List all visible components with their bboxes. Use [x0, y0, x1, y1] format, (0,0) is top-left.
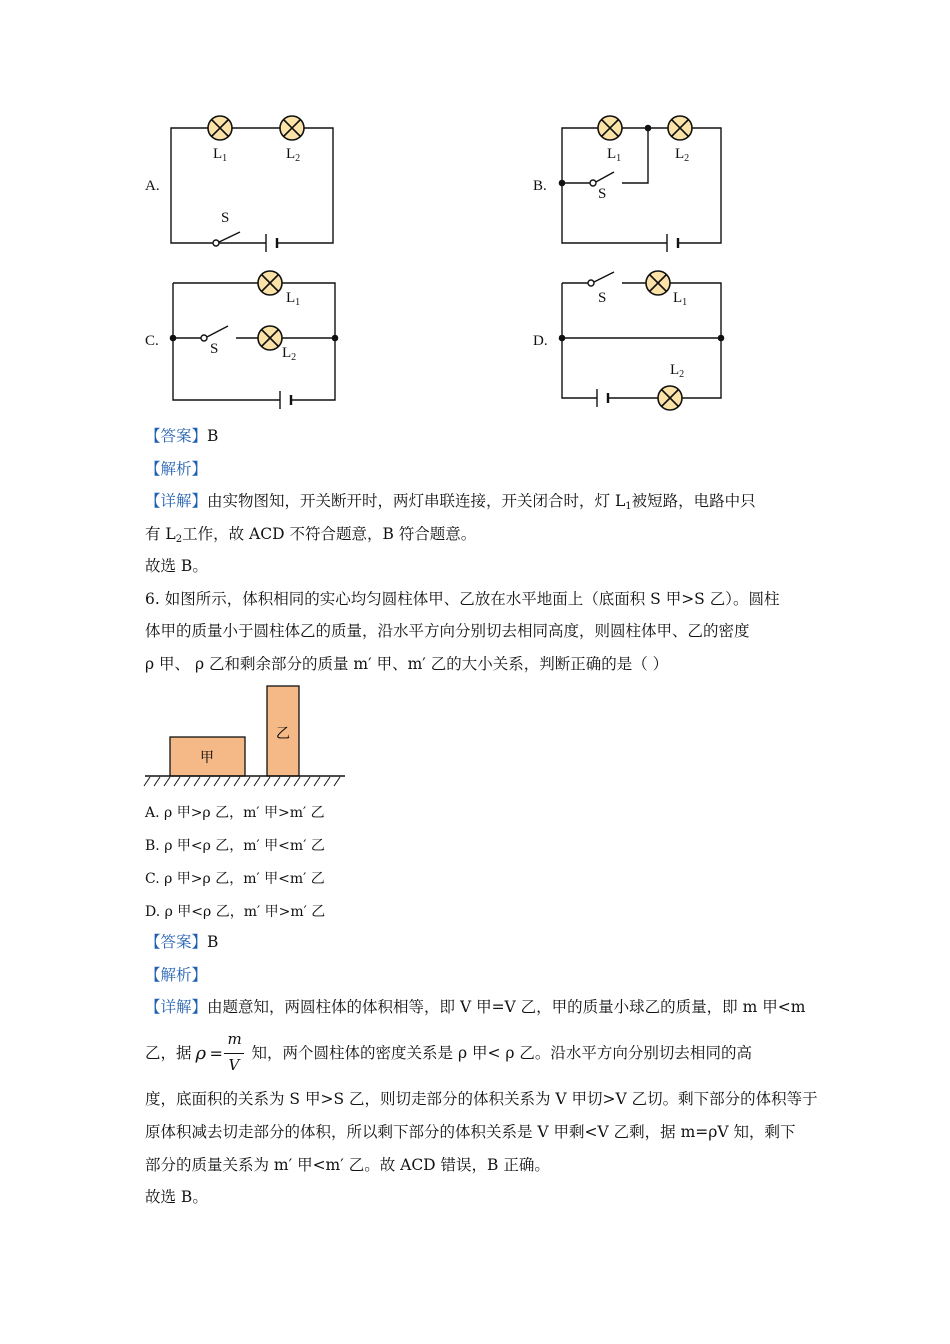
- q6-option-d: D. ρ 甲<ρ 乙，m′ 甲>m′ 乙: [145, 904, 326, 920]
- q5-detail-line-1: 【详解】由实物图知，开关断开时，两灯串联连接，开关闭合时，灯 $L_1$被短路，电路中只: [145, 492, 756, 512]
- lamp-label: $L_1$: [607, 146, 622, 164]
- option-c-label: C.: [145, 333, 159, 349]
- lamp-icon: [280, 116, 304, 140]
- lamp-label: $L_1$: [673, 290, 688, 308]
- q6-option-a: A. ρ 甲>ρ 乙，m′ 甲>m′ 乙: [145, 805, 325, 821]
- lamp-label: $L_2$: [286, 146, 301, 164]
- q6-detail-line-4: 原体积减去切走部分的体积，所以剩下部分的体积关系是 V 甲剩<V 乙剩，据 m=ρV 知，剩下: [145, 1123, 796, 1141]
- lamp-icon: [258, 326, 282, 350]
- option-a-label: A.: [145, 178, 160, 194]
- switch-label: S: [221, 210, 230, 226]
- q6-stem-line-1: 6. 如图所示，体积相同的实心均匀圆柱体甲、乙放在水平地面上（底面积 S 甲>S 乙）。圆柱: [145, 590, 780, 608]
- circuit-c: [170, 283, 337, 409]
- lamp-label: $L_2$: [670, 362, 685, 380]
- switch-label: S: [598, 186, 607, 202]
- block-jia-label: 甲: [200, 751, 214, 766]
- lamp-label: $L_2$: [282, 345, 297, 363]
- lamp-icon: [646, 271, 670, 295]
- q6-detail-line-3: 度，底面积的关系为 S 甲>S 乙，则切走部分的体积关系为 V 甲切>V 乙切。剩下部分的体积等于: [145, 1090, 818, 1108]
- switch-label: S: [210, 341, 219, 357]
- q6-detail-line-2: 乙，据 ρ = m V 知，两个圆柱体的密度关系是 ρ 甲< ρ 乙。沿水平方向分别切去相同的高: [145, 1030, 752, 1074]
- q5-conclusion: 故选 B。: [145, 557, 208, 575]
- q5-detail-line-2: 有 $L_2$工作，故 ACD 不符合题意，B 符合题意。: [145, 525, 477, 545]
- q6-option-c: C. ρ 甲>ρ 乙，m′ 甲<m′ 乙: [145, 871, 325, 887]
- circuit-d: [559, 272, 723, 407]
- q6-conclusion: 故选 B。: [145, 1188, 208, 1206]
- q5-answer: 【答案】B: [145, 427, 219, 445]
- q6-answer: 【答案】B: [145, 933, 219, 951]
- lamp-icon: [668, 116, 692, 140]
- block-yi-label: 乙: [276, 727, 290, 742]
- lamp-icon: [658, 386, 682, 410]
- lamp-label: $L_2$: [675, 146, 690, 164]
- q5-analysis: 【解析】: [145, 460, 208, 478]
- q6-stem-line-3: ρ 甲、 ρ 乙和剩余部分的质量 m′ 甲、m′ 乙的大小关系，判断正确的是（ ）: [145, 655, 669, 673]
- density-formula: ρ = m V: [195, 1030, 242, 1074]
- lamp-label: $L_1$: [286, 290, 301, 308]
- lamp-icon: [208, 116, 232, 140]
- circuit-a: [171, 128, 333, 252]
- q6-detail-line-1: 【详解】由题意知，两圆柱体的体积相等，即 V 甲=V 乙，甲的质量小球乙的质量，即 m 甲<m: [145, 998, 806, 1016]
- circuit-b: [559, 125, 721, 252]
- q6-detail-line-5: 部分的质量关系为 m′ 甲<m′ 乙。故 ACD 错误，B 正确。: [145, 1156, 550, 1174]
- lamp-label: $L_1$: [213, 146, 228, 164]
- q6-option-b: B. ρ 甲<ρ 乙，m′ 甲<m′ 乙: [145, 838, 325, 854]
- q6-stem-line-2: 体甲的质量小于圆柱体乙的质量，沿水平方向分别切去相同高度，则圆柱体甲、乙的密度: [145, 622, 750, 640]
- option-b-label: B.: [533, 178, 547, 194]
- ground-hatch: [144, 777, 340, 786]
- q6-analysis: 【解析】: [145, 966, 208, 984]
- lamp-icon: [598, 116, 622, 140]
- lamp-icon: [258, 271, 282, 295]
- cylinders-figure: [140, 684, 360, 794]
- switch-label: S: [598, 290, 607, 306]
- option-d-label: D.: [533, 333, 548, 349]
- circuit-diagrams: [0, 0, 950, 420]
